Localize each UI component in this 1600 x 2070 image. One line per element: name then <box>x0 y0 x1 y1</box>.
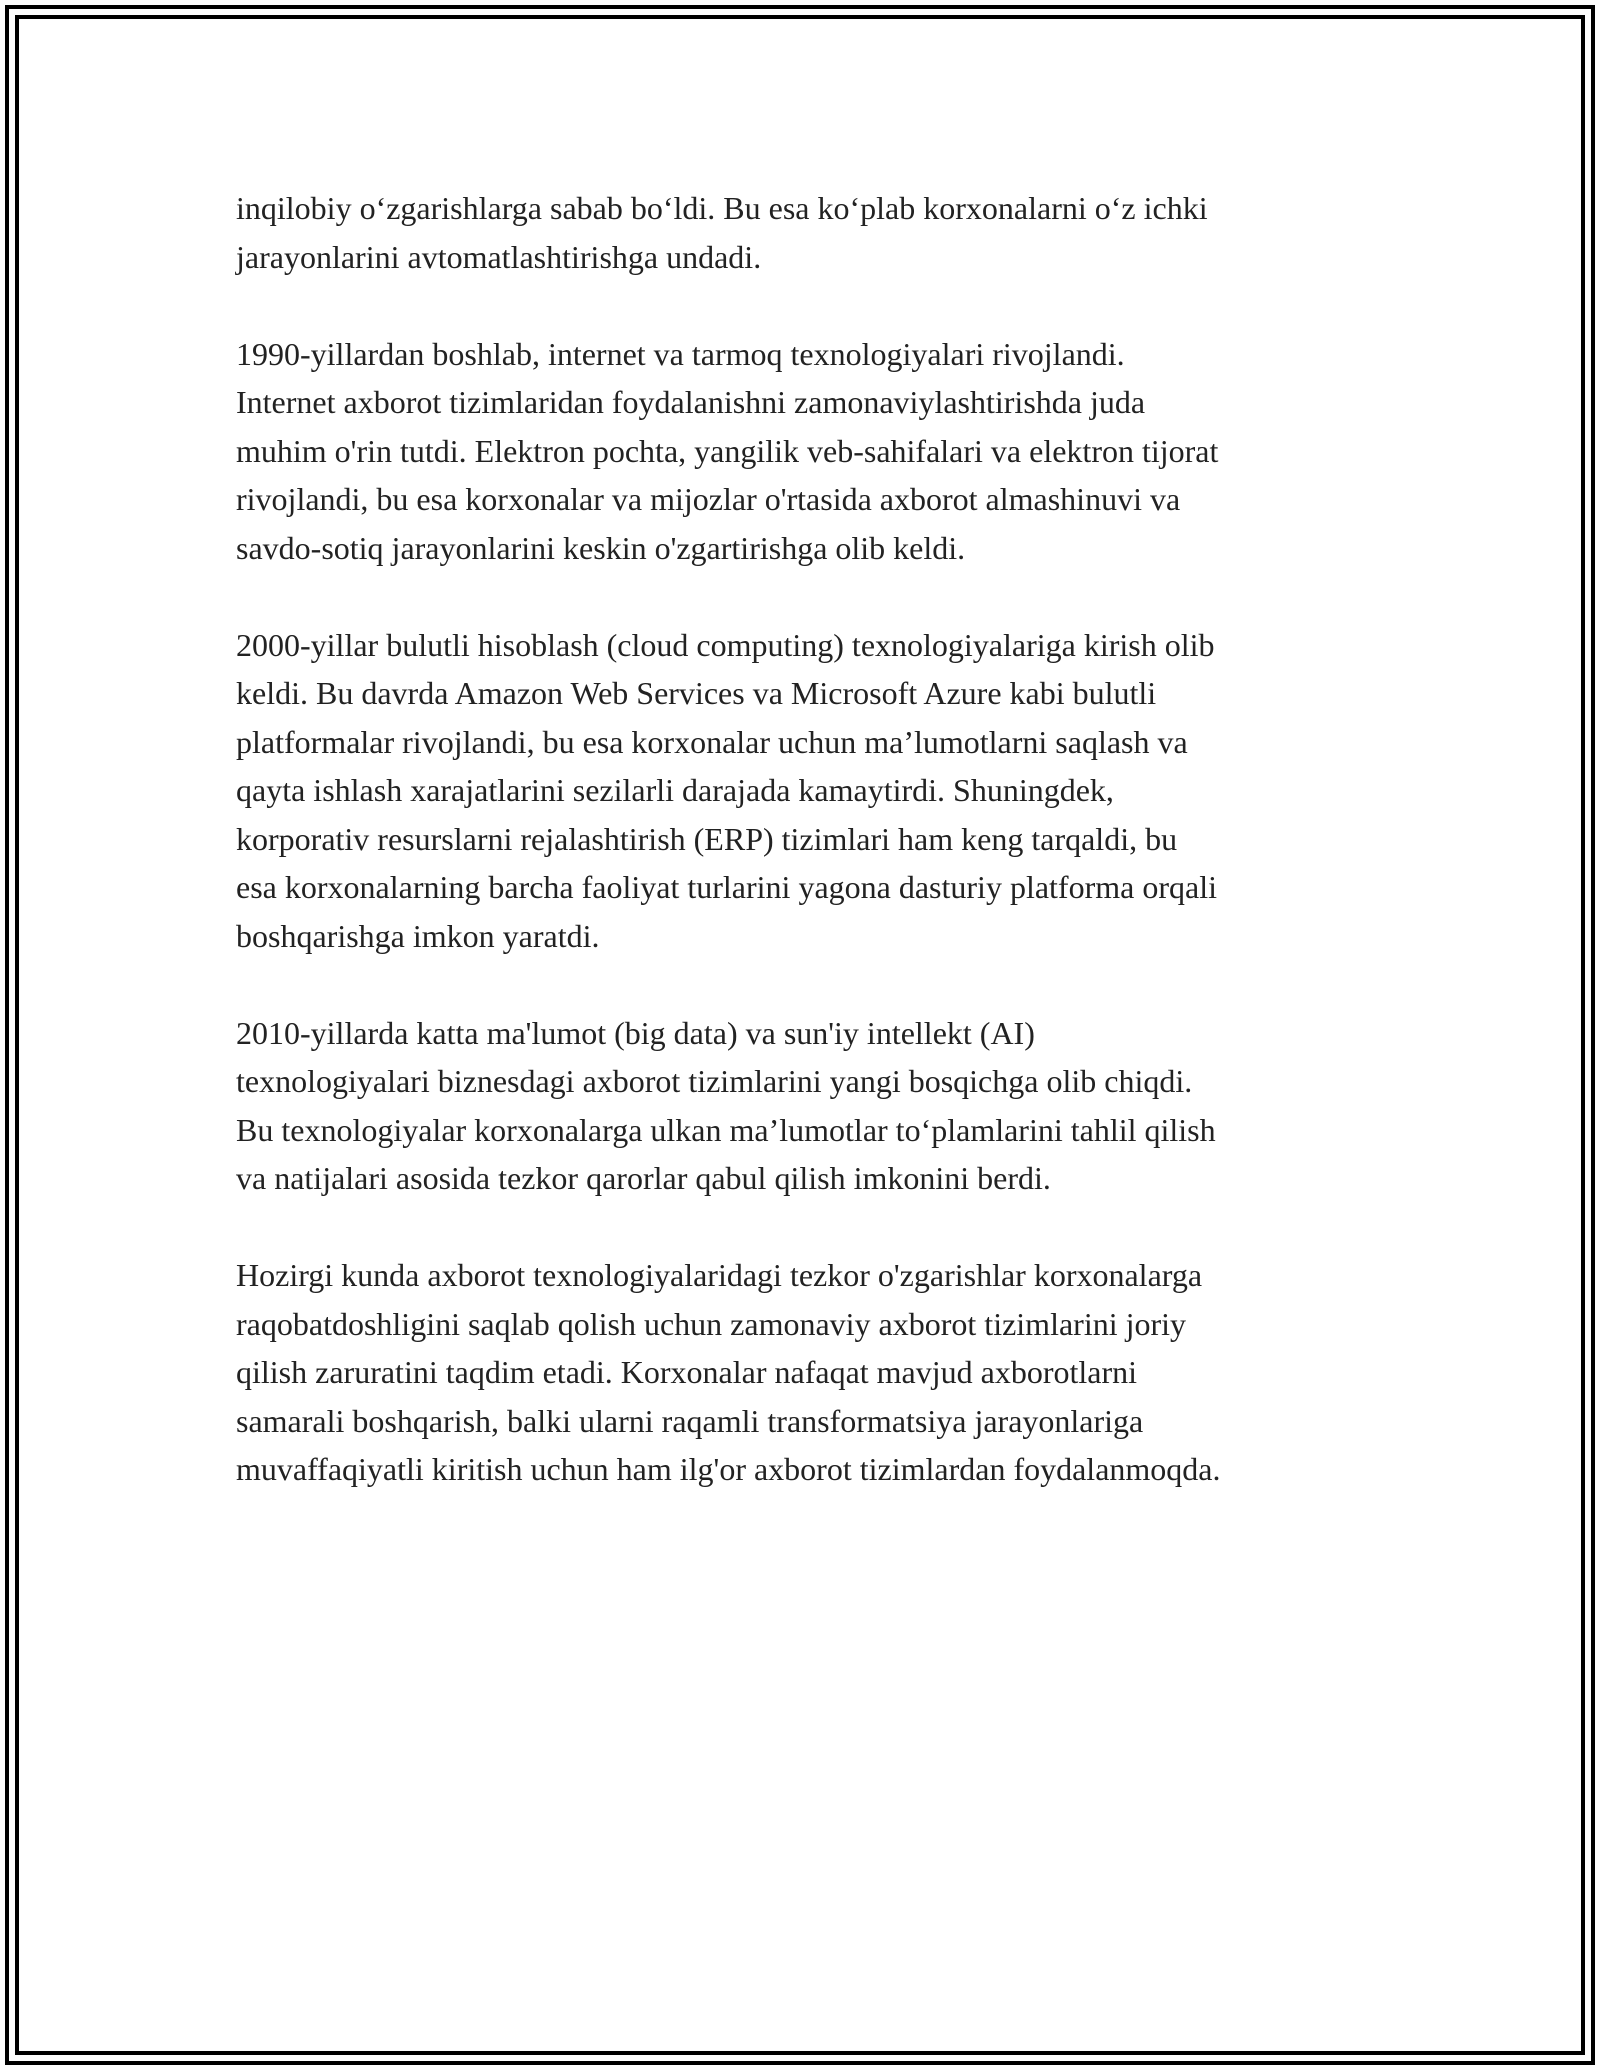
text-line: texnologiyalari biznesdagi axborot tizimlarini yangi bosqichga olib chiqdi. <box>236 1063 1193 1099</box>
text-line: 2010-yillarda katta ma'lumot (big data) va sun'iy intellekt (AI) <box>236 1014 1035 1051</box>
text-line: esa korxonalarning barcha faoliyat turlarini yagona dasturiy platforma orqali <box>236 869 1217 905</box>
paragraph-4 <box>236 1009 1376 1203</box>
text-line: muvaffaqiyatli kiritish uchun ham ilg'or axborot tizimlardan foydalanmoqda. <box>236 1451 1221 1487</box>
text-line: inqilobiy oʻzgarishlarga sabab boʻldi. Bu esa koʻplab korxonalarni oʻz ichki <box>236 190 1208 226</box>
text-line: muhim o'rin tutdi. Elektron pochta, yangilik veb-sahifalari va elektron tijorat <box>236 432 1219 469</box>
paragraph-5 <box>236 1251 1376 1494</box>
text-line: korporativ resurslarni rejalashtirish (ERP) tizimlari ham keng tarqaldi, bu <box>236 820 1178 857</box>
text-line: Internet axborot tizimlaridan foydalanishni zamonaviylashtirishda juda <box>236 384 1146 420</box>
text-line: platformalar rivojlandi, bu esa korxonalar uchun ma’lumotlarni saqlash va <box>236 723 1188 760</box>
text-line: 1990-yillardan boshlab, internet va tarmoq texnologiyalari rivojlandi. <box>236 335 1125 372</box>
text-line: Bu texnologiyalar korxonalarga ulkan ma’lumotlar toʻplamlarini tahlil qilish <box>236 1111 1216 1148</box>
paragraph-2 <box>236 330 1376 573</box>
paragraph-3 <box>236 621 1376 961</box>
text-line: keldi. Bu davrda Amazon Web Services va Microsoft Azure kabi bulutli <box>236 675 1157 711</box>
text-line: qilish zaruratini taqdim etadi. Korxonalar nafaqat mavjud axborotlarni <box>236 1354 1138 1390</box>
paragraph-1 <box>236 184 1376 281</box>
text-line: Hozirgi kunda axborot texnologiyalaridagi tezkor o'zgarishlar korxonalarga <box>236 1257 1203 1293</box>
text-line: boshqarishga imkon yaratdi. <box>236 917 600 954</box>
text-line: 2000-yillar bulutli hisoblash (cloud computing) texnologiyalariga kirish olib <box>236 626 1215 663</box>
text-line: raqobatdoshligini saqlab qolish uchun zamonaviy axborot tizimlarini joriy <box>236 1305 1187 1342</box>
text-line: jarayonlarini avtomatlashtirishga undadi. <box>236 238 762 275</box>
text-line: qayta ishlash xarajatlarini sezilarli darajada kamaytirdi. Shuningdek, <box>236 772 1114 808</box>
text-line: rivojlandi, bu esa korxonalar va mijozlar o'rtasida axborot almashinuvi va <box>236 481 1181 517</box>
text-line: savdo-sotiq jarayonlarini keskin o'zgartirishga olib keldi. <box>236 529 966 566</box>
document-body <box>236 184 1376 1542</box>
text-line: samarali boshqarish, balki ularni raqamli transformatsiya jarayonlariga <box>236 1402 1144 1439</box>
text-line: va natijalari asosida tezkor qarorlar qabul qilish imkonini berdi. <box>236 1160 1051 1196</box>
